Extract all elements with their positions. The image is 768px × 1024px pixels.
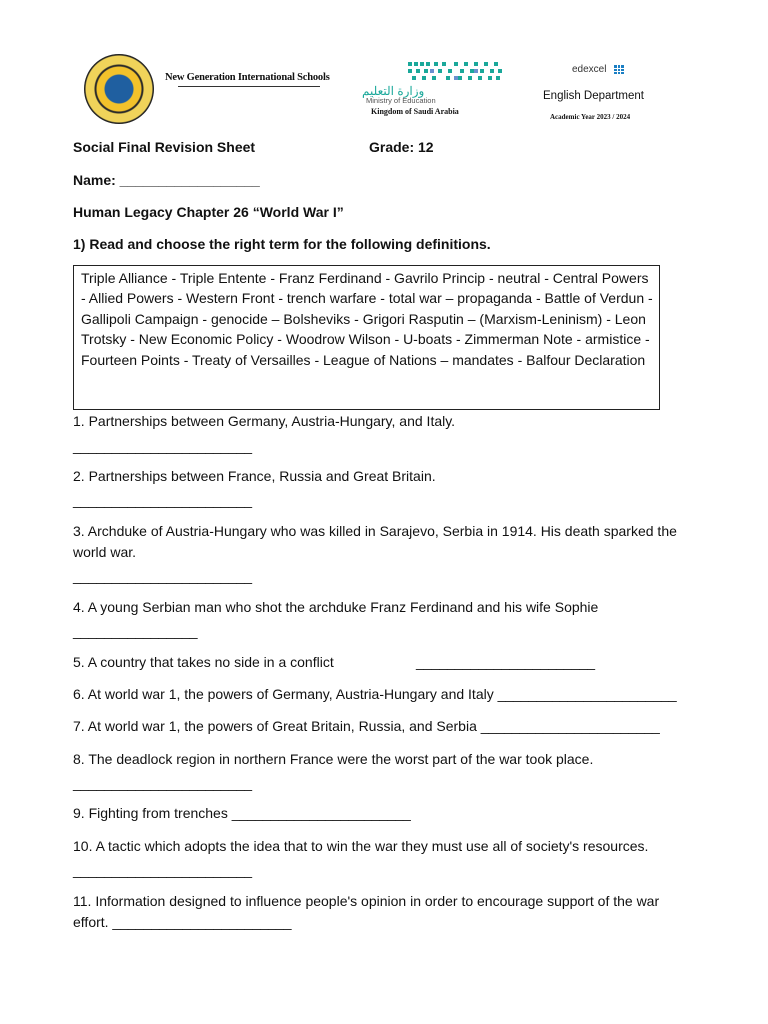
question-4: 4. A young Serbian man who shot the archduke Franz Ferdinand and his wife Sophie — [73, 599, 599, 615]
ministry-kingdom: Kingdom of Saudi Arabia — [371, 107, 459, 116]
answer-blank-5: _______________________ — [416, 654, 596, 670]
question-8: 8. The deadlock region in northern France were the worst part of the war took place. — [73, 751, 594, 767]
school-name-underline — [178, 86, 320, 87]
ministry-name-arabic: وزارة التعليم — [362, 84, 425, 98]
question-3-line-2: world war. — [73, 544, 137, 560]
question-11-line-2: effort. _______________________ — [73, 914, 292, 930]
name-field: Name: __________________ — [73, 172, 260, 188]
answer-blank-2: _______________________ — [73, 492, 253, 508]
question-9: 9. Fighting from trenches _______________________ — [73, 805, 411, 821]
question-5: 5. A country that takes no side in a conflict — [73, 654, 334, 670]
school-name: New Generation International Schools — [165, 72, 330, 83]
edexcel-logo: edexcel — [572, 64, 607, 75]
chapter-heading: Human Legacy Chapter 26 “World War I” — [73, 204, 344, 220]
answer-blank-4: ________________ — [73, 623, 198, 639]
answer-blank-3: _______________________ — [73, 568, 253, 584]
instruction: 1) Read and choose the right term for the following definitions. — [73, 236, 491, 252]
school-logo — [84, 54, 154, 124]
answer-blank-1: _______________________ — [73, 438, 253, 454]
answer-blank-8: _______________________ — [73, 775, 253, 791]
grade-label: Grade: 12 — [369, 139, 434, 155]
question-7: 7. At world war 1, the powers of Great Britain, Russia, and Serbia _______________________ — [73, 718, 660, 734]
sheet-title: Social Final Revision Sheet — [73, 139, 256, 155]
academic-year: Academic Year 2023 / 2024 — [550, 113, 631, 121]
question-6: 6. At world war 1, the powers of Germany, Austria-Hungary and Italy _______________________ — [73, 686, 677, 702]
question-3-line-1: 3. Archduke of Austria-Hungary who was killed in Sarajevo, Serbia in 1914. His death sparked the — [73, 523, 677, 539]
question-11-line-1: 11. Information designed to influence people's opinion in order to encourage support of the war — [73, 893, 660, 909]
question-1: 1. Partnerships between Germany, Austria-Hungary, and Italy. — [73, 413, 456, 429]
question-10: 10. A tactic which adopts the idea that to win the war they must use all of society's resources. — [73, 838, 649, 854]
answer-blank-10: _______________________ — [73, 862, 253, 878]
department-name: English Department — [543, 90, 644, 102]
edexcel-grid-icon — [614, 65, 624, 74]
ministry-name-english: Ministry of Education — [366, 96, 436, 105]
question-2: 2. Partnerships between France, Russia and Great Britain. — [73, 468, 436, 484]
ministry-logo-mark — [408, 60, 504, 82]
word-bank-text: Triple Alliance - Triple Entente - Franz Ferdinand - Gavrilo Princip - neutral - Central Powers - Allied Powers - Western Front - trench warfare - total war – propaganda - Battle of Verdun - Gallipoli Campaign - genocide – Bolsheviks - Grigori Rasputin – (Marxism-Leninism) - Leon Trotsky - New Economic Policy - Woodrow Wilson - U-boats - Zimmerman Note - armistice - Fourteen Points - Treaty of Versailles - League of Nations – mandates - Balfour Declaration — [81, 270, 653, 368]
